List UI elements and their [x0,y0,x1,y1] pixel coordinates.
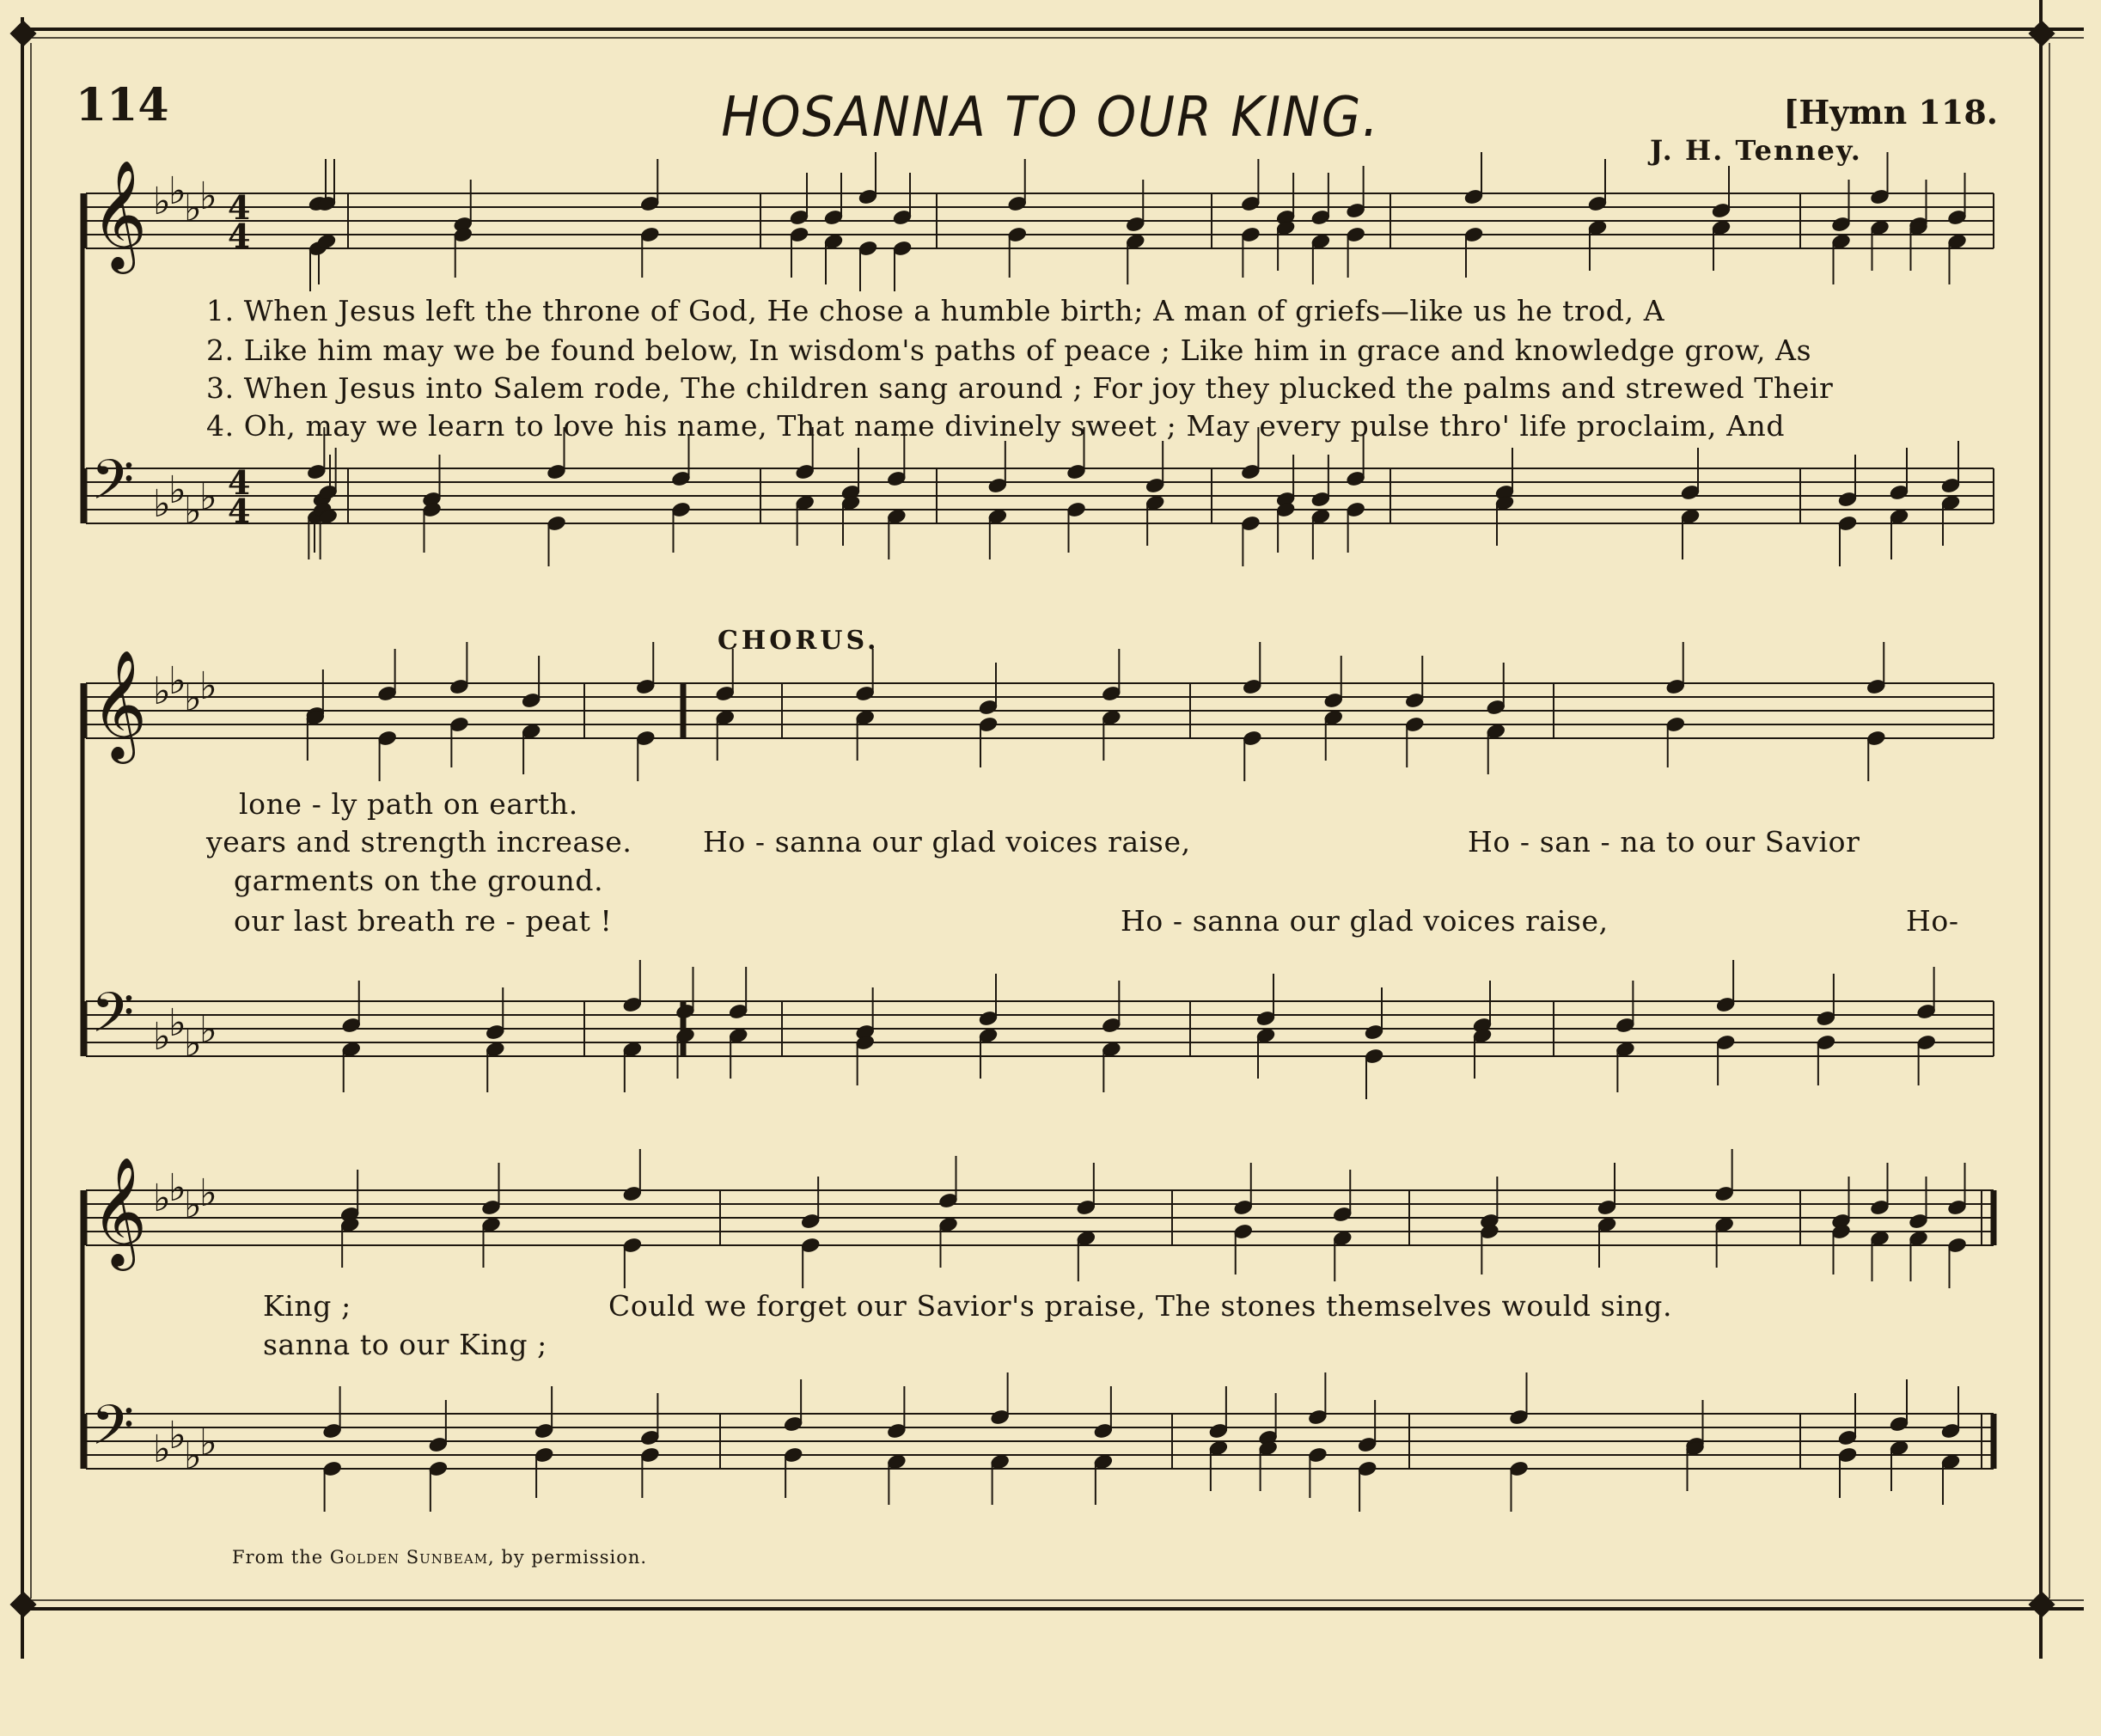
hymn-title: HOSANNA TO OUR KING. [721,86,1380,150]
treble-clef: 𝄞 [91,159,148,269]
flat-sign: ♭ [168,1001,186,1045]
page-number: 114 [76,79,169,131]
time-signature-bottom: 4 [228,217,251,255]
flat-sign: ♭ [153,1427,171,1471]
bass-clef: 𝄢 [91,449,135,526]
verse-2-ending: years and strength increase. [206,825,632,859]
bass-clef: 𝄢 [91,981,135,1059]
verse-4-line: 4. Oh, may we learn to love his name, That name divinely sweet ; May every pulse thro' life proclaim, And [206,409,1786,443]
composer: J. H. Tenney. [1650,134,1862,167]
flat-sign: ♭ [184,489,202,533]
chorus-lyric-hosanna: Ho - sanna our glad voices raise, [703,825,1191,859]
flat-sign: ♭ [184,1434,202,1478]
flat-sign: ♭ [153,482,171,526]
flat-sign: ♭ [184,1022,202,1066]
flat-sign: ♭ [184,186,202,230]
chorus-lyric-king: King ; [263,1289,351,1323]
flat-sign: ♭ [168,659,186,703]
credit-suffix: by permission. [501,1547,648,1568]
hymn-reference: [Hymn 118. [1783,93,1998,131]
verse-2-line: 2. Like him may we be found below, In wisdom's paths of peace ; Like him in grace and knowledge grow, As [206,333,1812,367]
credit-source: Golden Sunbeam, [329,1547,495,1568]
verse-4-ending: our last breath re - peat ! [234,904,613,938]
flat-sign: ♭ [168,1166,186,1210]
flat-sign: ♭ [199,1171,217,1215]
flat-sign: ♭ [184,1183,202,1227]
flat-sign: ♭ [199,664,217,708]
verse-3-ending: garments on the ground. [234,864,604,897]
time-signature-top: 4 [228,463,251,502]
credit-prefix: From the [232,1547,324,1568]
chorus-lyric-savior: Ho - san - na to our Savior [1468,825,1860,859]
chorus-lyric-alto-end: Ho- [1906,904,1959,938]
chorus-lyric-alto: Ho - sanna our glad voices raise, [1121,904,1609,938]
flat-sign: ♭ [199,1421,217,1464]
flat-sign: ♭ [153,1177,171,1220]
flat-sign: ♭ [184,676,202,720]
treble-clef: 𝄞 [91,649,148,759]
time-signature-bottom: 4 [228,492,251,530]
verse-3-line: 3. When Jesus into Salem rode, The children sang around ; For joy they plucked the palms and strewed Their [206,371,1834,405]
bass-clef: 𝄢 [91,1394,135,1471]
flat-sign: ♭ [199,475,217,519]
flat-sign: ♭ [199,174,217,218]
flat-sign: ♭ [153,180,171,223]
chorus-lyric-final: Could we forget our Savior's praise, The stones themselves would sing. [608,1289,1673,1323]
time-signature-top: 4 [228,188,251,227]
verse-1-ending: lone - ly path on earth. [239,787,578,821]
flat-sign: ♭ [168,1414,186,1458]
flat-sign: ♭ [168,468,186,512]
flat-sign: ♭ [199,1008,217,1052]
verse-1-line: 1. When Jesus left the throne of God, He chose a humble birth; A man of griefs—like us he trod, A [206,294,1665,327]
flat-sign: ♭ [153,1015,171,1059]
flat-sign: ♭ [153,669,171,713]
flat-sign: ♭ [168,169,186,213]
credit-line [232,1547,647,1568]
chorus-lyric-sanna: sanna to our King ; [263,1328,547,1361]
chorus-label: CHORUS. [718,626,880,656]
treble-clef: 𝄞 [91,1156,148,1266]
